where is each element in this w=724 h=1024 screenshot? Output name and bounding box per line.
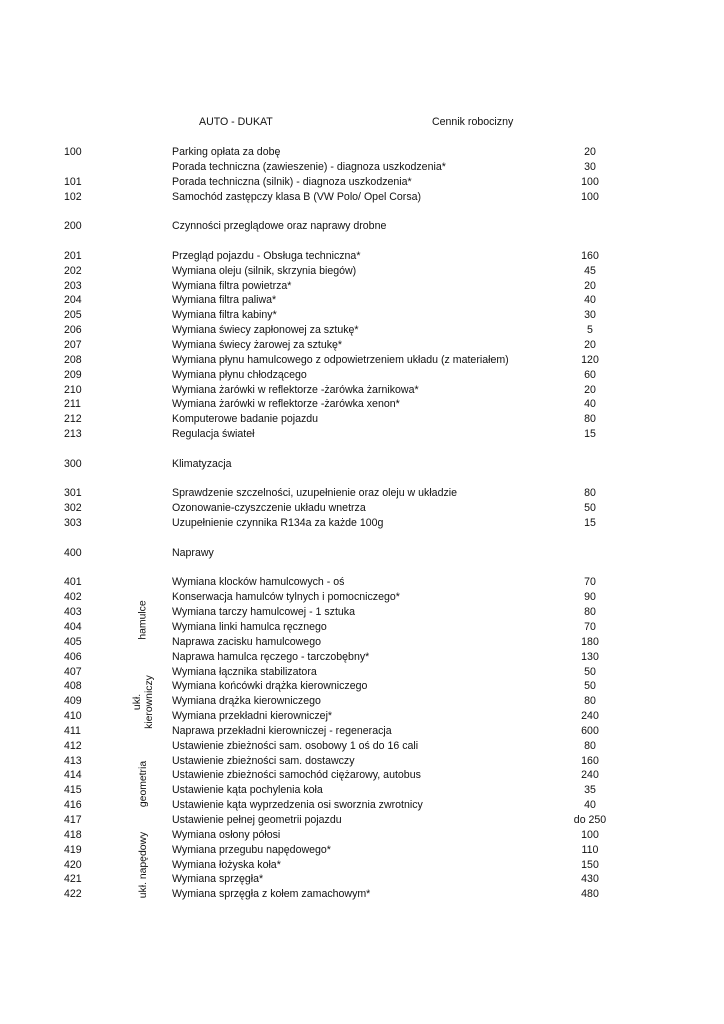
group-label-text: ukł. napędowy <box>138 832 149 899</box>
service-price: 480 <box>581 888 599 901</box>
service-price: 110 <box>581 843 599 856</box>
service-price: 45 <box>584 264 596 277</box>
table-row <box>0 308 724 323</box>
service-price: 50 <box>584 680 596 693</box>
table-row <box>0 368 724 383</box>
price-table <box>0 145 724 902</box>
service-price: 20 <box>584 279 596 292</box>
service-code: 207 <box>64 338 82 351</box>
table-row <box>0 160 724 175</box>
service-description: Uzupełnienie czynnika R134a za każde 100g <box>172 517 384 530</box>
table-row <box>0 412 724 427</box>
service-price: 160 <box>581 249 599 262</box>
table-row <box>0 679 724 694</box>
service-price: 35 <box>584 784 596 797</box>
table-row <box>0 249 724 264</box>
table-row <box>0 338 724 353</box>
service-price: do 250 <box>573 813 607 826</box>
service-description: Ustawienie pełnej geometrii pojazdu <box>172 813 342 826</box>
service-price: 80 <box>584 413 596 426</box>
service-price: 130 <box>581 650 599 663</box>
service-price: 180 <box>581 635 599 648</box>
service-price: 70 <box>584 621 596 633</box>
service-description: Konserwacja hamulców tylnych i pomocniczego* <box>172 591 400 604</box>
service-code: 203 <box>64 279 82 292</box>
table-row <box>0 768 724 783</box>
table-row <box>0 798 724 813</box>
service-description: Naprawa hamulca ręczego - tarczobębny* <box>172 650 370 663</box>
table-row <box>0 694 724 709</box>
group-label <box>130 576 158 665</box>
service-price: 50 <box>584 665 596 678</box>
service-code: 206 <box>64 324 82 337</box>
table-row <box>0 887 724 902</box>
spacer-row <box>0 472 724 487</box>
table-row <box>0 872 724 887</box>
service-price: 40 <box>584 799 596 812</box>
service-price: 80 <box>584 695 596 708</box>
service-price: 60 <box>584 368 596 381</box>
table-row <box>0 858 724 873</box>
table-row <box>0 665 724 680</box>
group-label <box>130 665 158 739</box>
table-row <box>0 397 724 412</box>
service-code: 409 <box>64 695 82 708</box>
service-price: 600 <box>581 724 599 737</box>
service-code: 414 <box>64 769 82 782</box>
service-description: Wymiana końcówki drążka kierowniczego <box>172 680 368 693</box>
service-code: 201 <box>64 249 82 262</box>
service-price: 80 <box>584 487 596 500</box>
service-price: 70 <box>584 576 596 589</box>
table-row <box>0 590 724 605</box>
table-row <box>0 709 724 724</box>
service-description: Naprawa przekładni kierowniczej - regeneracja <box>172 724 392 737</box>
service-code: 202 <box>64 264 82 277</box>
service-price: 150 <box>581 858 599 871</box>
service-code: 302 <box>64 502 82 515</box>
service-price: 20 <box>584 338 596 351</box>
service-description: Wymiana sprzęgła z kołem zamachowym* <box>172 888 371 901</box>
service-price: 30 <box>584 309 596 322</box>
table-row <box>0 323 724 338</box>
service-description: Wymiana klocków hamulcowych - oś <box>172 576 345 589</box>
table-row <box>0 279 724 294</box>
service-description: Wymiana przegubu napędowego* <box>172 843 331 856</box>
service-code: 413 <box>64 754 82 767</box>
service-code: 420 <box>64 858 82 871</box>
spacer-row <box>0 561 724 576</box>
service-description: Ustawienie zbieżności sam. osobowy 1 oś do 16 cali <box>172 739 419 752</box>
company-name: AUTO - DUKAT <box>199 116 273 128</box>
service-price: 240 <box>581 769 599 782</box>
spacer-row <box>0 204 724 219</box>
service-description: Parking opłata za dobę <box>172 146 281 158</box>
table-row <box>0 813 724 828</box>
spacer-row <box>0 531 724 546</box>
service-code: 403 <box>64 606 82 619</box>
table-row <box>0 175 724 190</box>
service-code: 208 <box>64 353 82 366</box>
service-code: 205 <box>64 309 82 322</box>
table-row <box>0 190 724 205</box>
service-code: 405 <box>64 635 82 648</box>
table-row <box>0 219 724 234</box>
service-code: 101 <box>64 175 82 188</box>
service-code: 407 <box>64 665 82 678</box>
table-row <box>0 383 724 398</box>
service-code: 401 <box>64 576 82 589</box>
table-row <box>0 605 724 620</box>
service-description: Czynności przeglądowe oraz naprawy drobne <box>172 220 387 233</box>
service-code: 300 <box>64 457 82 470</box>
table-row <box>0 620 724 635</box>
table-row <box>0 575 724 590</box>
table-row <box>0 739 724 754</box>
service-price: 430 <box>581 873 599 886</box>
service-price: 240 <box>581 710 599 723</box>
service-price: 20 <box>584 383 596 396</box>
service-description: Ustawienie zbieżności samochód ciężarowy, autobus <box>172 769 421 782</box>
service-price: 15 <box>584 428 596 441</box>
service-description: Przegląd pojazdu - Obsługa techniczna* <box>172 249 361 262</box>
service-code: 204 <box>64 294 82 307</box>
service-description: Sprawdzenie szczelności, uzupełnienie oraz oleju w układzie <box>172 487 458 500</box>
service-price: 50 <box>584 502 596 515</box>
service-code: 102 <box>64 190 82 203</box>
table-row <box>0 546 724 561</box>
service-code: 416 <box>64 799 82 812</box>
table-row <box>0 486 724 501</box>
table-row <box>0 264 724 279</box>
service-code: 301 <box>64 487 82 500</box>
table-row <box>0 501 724 516</box>
service-description: Samochód zastępczy klasa B (VW Polo/ Opel Corsa) <box>172 190 422 203</box>
service-description: Naprawy <box>172 546 214 559</box>
table-row <box>0 145 724 160</box>
group-label-text: hamulce <box>138 600 149 640</box>
service-price: 5 <box>587 324 593 337</box>
service-code: 210 <box>64 383 82 396</box>
service-description: Wymiana filtra kabiny* <box>172 309 277 322</box>
service-code: 404 <box>64 621 82 633</box>
service-description: Ustawienie kąta pochylenia koła <box>172 784 323 797</box>
service-description: Wymiana łącznika stabilizatora <box>172 665 317 678</box>
service-code: 303 <box>64 517 82 530</box>
service-description: Regulacja świateł <box>172 428 255 441</box>
service-price: 100 <box>581 190 599 203</box>
table-row <box>0 650 724 665</box>
table-row <box>0 754 724 769</box>
service-code: 402 <box>64 591 82 604</box>
service-code: 419 <box>64 843 82 856</box>
service-price: 20 <box>584 146 596 158</box>
service-description: Wymiana filtra powietrza* <box>172 279 292 292</box>
service-price: 40 <box>584 294 596 307</box>
service-price: 40 <box>584 398 596 411</box>
service-code: 406 <box>64 650 82 663</box>
service-code: 211 <box>64 398 81 411</box>
service-code: 415 <box>64 784 82 797</box>
service-price: 160 <box>581 754 599 767</box>
service-description: Porada techniczna (silnik) - diagnoza uszkodzenia* <box>172 175 412 188</box>
service-description: Ustawienie zbieżności sam. dostawczy <box>172 754 355 767</box>
group-label <box>130 739 158 828</box>
service-code: 412 <box>64 739 82 752</box>
service-description: Klimatyzacja <box>172 457 232 470</box>
service-description: Wymiana tarczy hamulcowej - 1 sztuka <box>172 606 356 619</box>
service-code: 408 <box>64 680 82 693</box>
table-row <box>0 353 724 368</box>
service-description: Wymiana osłony półosi <box>172 828 281 841</box>
table-row <box>0 457 724 472</box>
service-description: Wymiana przekładni kierowniczej* <box>172 710 333 723</box>
service-price: 100 <box>581 828 599 841</box>
group-label-text: geometria <box>138 760 149 807</box>
service-description: Wymiana płynu hamulcowego z odpowietrzeniem układu (z materiałem) <box>172 353 509 366</box>
service-code: 400 <box>64 546 82 559</box>
service-code: 213 <box>64 428 82 441</box>
service-price: 80 <box>584 606 596 619</box>
service-price: 80 <box>584 739 596 752</box>
spacer-row <box>0 234 724 249</box>
service-description: Naprawa zacisku hamulcowego <box>172 635 321 648</box>
service-description: Wymiana płynu chłodzącego <box>172 368 307 381</box>
table-row <box>0 293 724 308</box>
service-code: 417 <box>64 813 82 826</box>
service-price: 15 <box>584 517 596 530</box>
service-code: 421 <box>64 873 82 886</box>
service-description: Wymiana oleju (silnik, skrzynia biegów) <box>172 264 357 277</box>
table-row <box>0 724 724 739</box>
service-description: Komputerowe badanie pojazdu <box>172 413 319 426</box>
service-description: Wymiana filtra paliwa* <box>172 294 277 307</box>
table-row <box>0 427 724 442</box>
service-description: Ozonowanie-czyszczenie układu wnetrza <box>172 502 366 515</box>
service-description: Porada techniczna (zawieszenie) - diagnoza uszkodzenia* <box>172 160 446 173</box>
service-code: 411 <box>64 724 81 737</box>
table-row <box>0 828 724 843</box>
service-description: Wymiana łożyska koła* <box>172 858 281 871</box>
service-code: 100 <box>64 146 82 158</box>
service-price: 120 <box>581 353 599 366</box>
table-row <box>0 635 724 650</box>
service-description: Wymiana linki hamulca ręcznego <box>172 621 327 633</box>
service-price: 100 <box>581 175 599 188</box>
table-row <box>0 783 724 798</box>
service-description: Wymiana świecy żarowej za sztukę* <box>172 338 343 351</box>
service-description: Ustawienie kąta wyprzedzenia osi sworznia zwrotnicy <box>172 799 423 812</box>
service-code: 200 <box>64 220 82 233</box>
group-label <box>130 828 158 902</box>
table-row <box>0 516 724 531</box>
document-title: Cennik robocizny <box>432 116 514 128</box>
service-description: Wymiana żarówki w reflektorze -żarówka xenon* <box>172 398 400 411</box>
service-description: Wymiana sprzęgła* <box>172 873 264 886</box>
service-code: 418 <box>64 828 82 841</box>
spacer-row <box>0 442 724 457</box>
service-code: 410 <box>64 710 82 723</box>
service-code: 212 <box>64 413 82 426</box>
service-code: 422 <box>64 888 82 901</box>
service-description: Wymiana żarówki w reflektorze -żarówka żarnikowa* <box>172 383 419 396</box>
service-price: 90 <box>584 591 596 604</box>
table-row <box>0 843 724 858</box>
group-label-text: ukł. kierowniczy <box>132 675 156 729</box>
service-description: Wymiana świecy zapłonowej za sztukę* <box>172 324 359 337</box>
service-price: 30 <box>584 160 596 173</box>
service-description: Wymiana drążka kierowniczego <box>172 695 321 708</box>
service-code: 209 <box>64 368 82 381</box>
